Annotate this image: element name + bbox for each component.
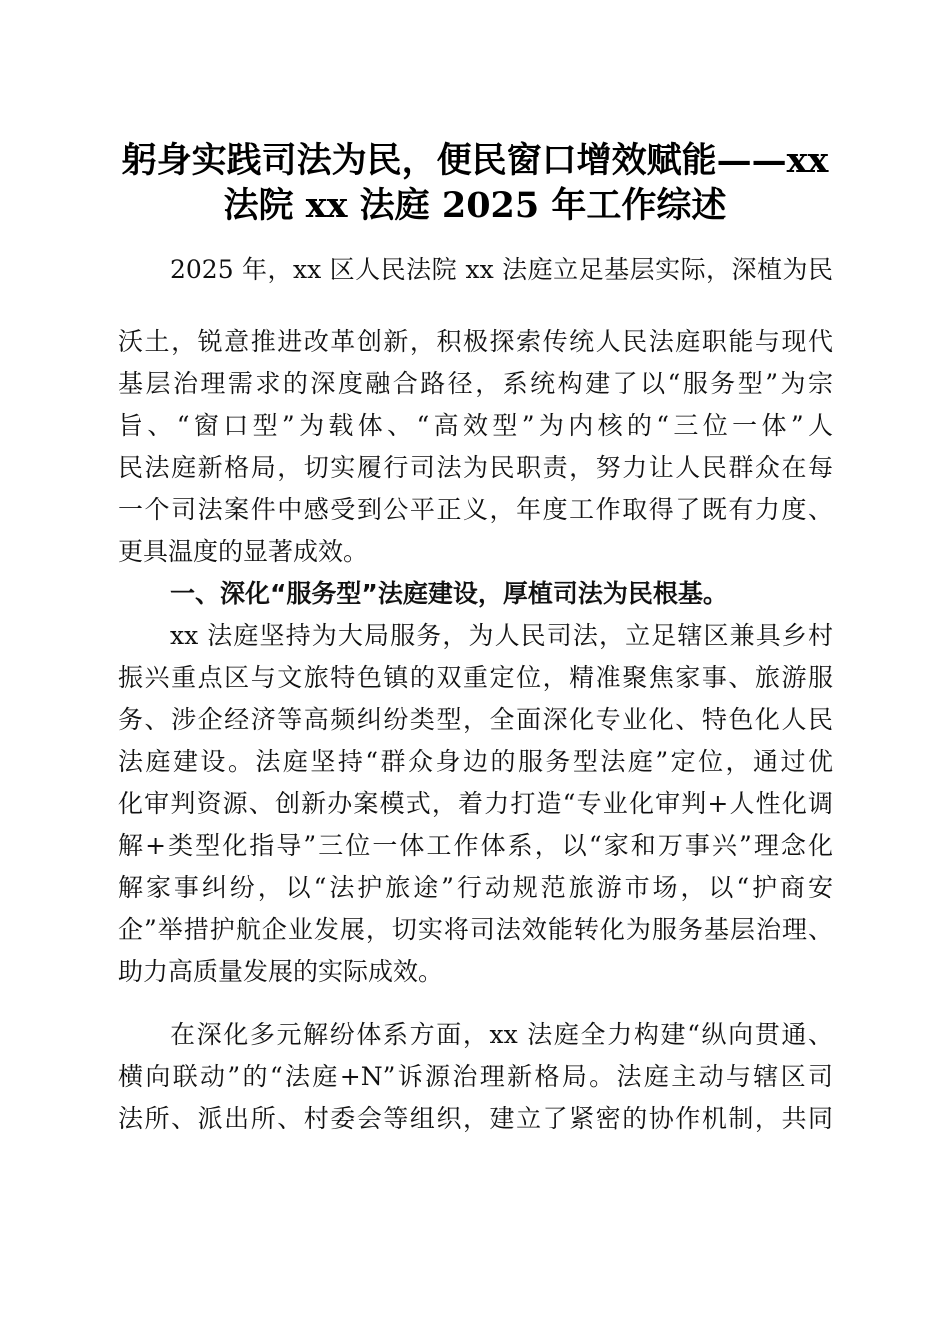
paragraph-1-line-7: 更具温度的显著成效。 [118, 537, 369, 566]
paragraph-2-line-8: 企”举措护航企业发展，切实将司法效能转化为服务基层治理、 [118, 915, 833, 944]
paragraph-2-line-2: 振兴重点区与文旅特色镇的双重定位，精准聚焦家事、旅游服 [118, 663, 833, 692]
paragraph-2-line-9: 助力高质量发展的实际成效。 [118, 957, 444, 986]
document-title-line-1: 躬身实践司法为民，便民窗口增效赋能——xx [121, 140, 829, 181]
paragraph-2-line-7: 解家事纠纷，以“法护旅途”行动规范旅游市场，以“护商安 [118, 873, 833, 902]
paragraph-2-line-6: 解+类型化指导”三位一体工作体系，以“家和万事兴”理念化 [118, 831, 833, 860]
paragraph-1-line-1: 2025 年，xx 区人民法院 xx 法庭立足基层实际，深植为民 [170, 255, 833, 284]
section-heading-1: 一、深化“服务型”法庭建设，厚植司法为民根基。 [170, 579, 728, 608]
document-title-line-2: 法院 xx 法庭 2025 年工作综述 [223, 185, 727, 226]
paragraph-1-line-4: 旨、“窗口型”为载体、“高效型”为内核的“三位一体”人 [118, 411, 833, 440]
paragraph-1-line-5: 民法庭新格局，切实履行司法为民职责，努力让人民群众在每 [118, 453, 833, 482]
paragraph-1-line-6: 一个司法案件中感受到公平正义，年度工作取得了既有力度、 [118, 495, 833, 524]
paragraph-2-line-3: 务、涉企经济等高频纠纷类型，全面深化专业化、特色化人民 [118, 705, 833, 734]
paragraph-2-line-4: 法庭建设。法庭坚持“群众身边的服务型法庭”定位，通过优 [118, 747, 833, 776]
paragraph-1-line-2: 沃土，锐意推进改革创新，积极探索传统人民法庭职能与现代 [118, 327, 833, 356]
paragraph-1-line-3: 基层治理需求的深度融合路径，系统构建了以“服务型”为宗 [118, 369, 833, 398]
paragraph-3-line-3: 法所、派出所、村委会等组织，建立了紧密的协作机制，共同 [118, 1104, 833, 1133]
paragraph-3-line-2: 横向联动”的“法庭+N”诉源治理新格局。法庭主动与辖区司 [118, 1062, 833, 1091]
paragraph-2-line-1: xx 法庭坚持为大局服务，为人民司法，立足辖区兼具乡村 [170, 621, 833, 650]
paragraph-2-line-5: 化审判资源、创新办案模式，着力打造“专业化审判+人性化调 [118, 789, 833, 818]
paragraph-3-line-1: 在深化多元解纷体系方面，xx 法庭全力构建“纵向贯通、 [170, 1020, 833, 1049]
